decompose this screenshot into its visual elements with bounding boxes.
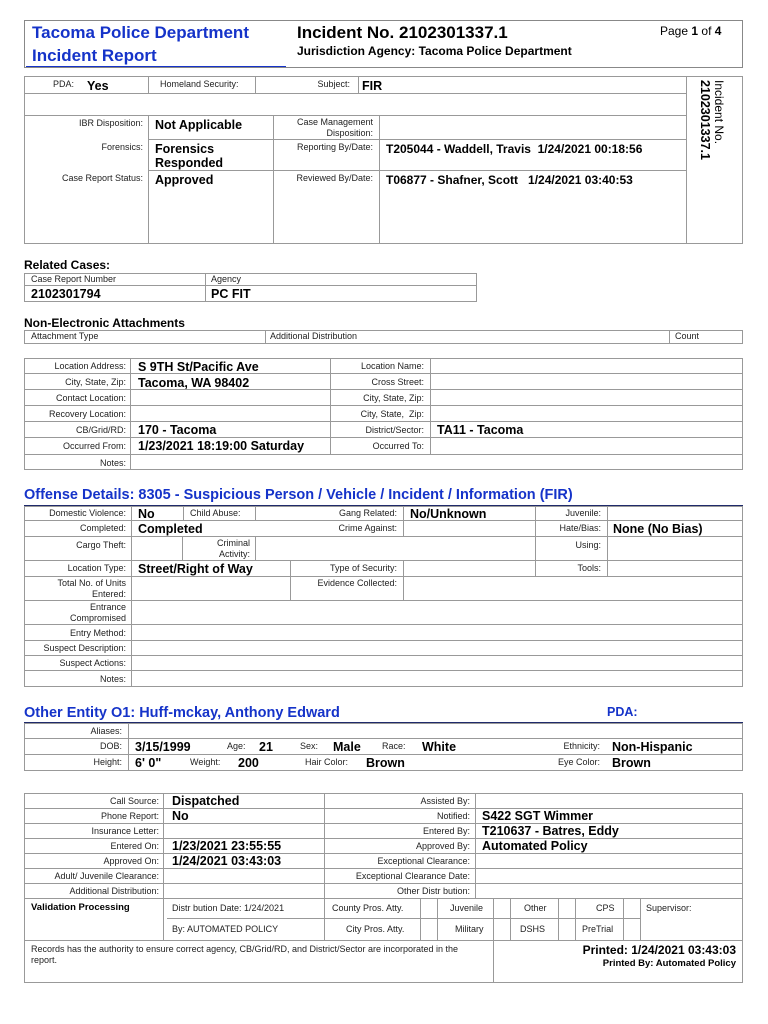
district-value: TA11 - Tacoma [437,423,524,437]
dv-value: No [138,507,155,521]
page-total: 4 [714,24,722,38]
dv-label: Domestic Violence: [49,508,126,518]
weight-value: 200 [238,756,259,770]
using-label: Using: [575,540,601,550]
supervisor-label: Supervisor: [646,903,692,913]
age-label: Age: [227,741,246,751]
juvenile-label: Juvenile: [565,508,601,518]
hair-value: Brown [366,756,405,770]
reviewed-label: Reviewed By/Date: [296,173,373,183]
attachments-col-dist: Additional Distribution [270,331,358,341]
exc-clearance-label: Exceptional Clearance: [377,856,470,866]
approved-by-value: Automated Policy [482,839,588,853]
printed-by: Printed By: Automated Policy [602,958,736,969]
loc-address-value: S 9TH St/Pacific Ave [138,360,259,374]
adult-juv-label: Adult/ Juvenile Clearance: [54,871,159,881]
reporting-label: Reporting By/Date: [296,142,373,152]
related-number: 2102301794 [31,287,101,301]
loc-notes-label: Notes: [99,458,126,468]
case-mgmt-label: Case Management Disposition: [296,117,373,138]
hair-label: Hair Color: [305,757,349,767]
city-pros: City Pros. Atty. [346,924,405,934]
age-value: 21 [259,740,273,754]
dshs-dist: DSHS [520,924,546,934]
crime-against-label: Crime Against: [338,523,397,533]
gang-value: No/Unknown [410,507,487,521]
reporting-value: T205044 - Waddell, Travis 1/24/2021 00:18:56 [386,142,643,156]
footer-note: Records has the authority to ensure correct agency, CB/Grid/RD, and District/Sector are incorporated in the report. [31,944,459,965]
entrance-label: Entrance Compromised [69,602,126,623]
attachments-col-type: Attachment Type [31,331,99,341]
aliases-label: Aliases: [90,726,122,736]
sex-label: Sex: [300,741,319,751]
ibr-value: Not Applicable [155,118,243,132]
height-label: Height: [93,757,122,767]
entered-by-value: T210637 - Batres, Eddy [482,824,619,838]
entered-on-label: Entered On: [110,841,159,851]
suspect-desc-label: Suspect Description: [43,643,126,653]
ethnicity-label: Ethnicity: [563,741,600,751]
entity-title: Other Entity O1: Huff-mckay, Anthony Edward [24,705,340,721]
entry-method-label: Entry Method: [69,628,126,638]
city3-label: City, State, Zip: [360,409,424,419]
ibr-label: IBR Disposition: [78,118,143,128]
exc-date-label: Exceptional Clearance Date: [355,871,470,881]
printed-date: Printed: 1/24/2021 03:43:03 [582,943,736,957]
security-label: Type of Security: [329,563,397,573]
side-incident-label: Incident No. [712,80,726,145]
other-dist-label: Other Distr bution: [396,886,470,896]
gang-label: Gang Related: [338,508,397,518]
loc-name-label: Location Name: [360,361,424,371]
approved-by-label: Approved By: [415,841,470,851]
top-info-box [24,76,743,244]
tools-label: Tools: [577,563,601,573]
phone-report-value: No [172,809,189,823]
jurisdiction: Jurisdiction Agency: Tacoma Police Department [297,44,572,58]
cross-street-label: Cross Street: [371,377,424,387]
county-pros: County Pros. Atty. [332,903,404,913]
contact-location-label: Contact Location: [55,393,126,403]
attachments-col-count: Count [675,331,700,341]
units-label: Total No. of Units Entered: [57,578,126,599]
validation-label: Validation Processing [31,902,130,913]
related-agency: PC FIT [211,287,251,301]
insurance-label: Insurance Letter: [91,826,159,836]
other-dist: Other [524,903,547,913]
loc-type-value: Street/Right of Way [138,562,253,576]
dob-label: DOB: [99,741,122,751]
suspect-actions-label: Suspect Actions: [59,658,126,668]
loc-address-label: Location Address: [54,361,126,371]
phone-report-label: Phone Report: [100,811,159,821]
report-type: Incident Report [32,46,157,65]
entity-pda-label: PDA: [607,705,638,719]
page-indicator [660,24,721,38]
subject-value: FIR [362,79,383,93]
homeland-label: Homeland Security: [160,79,239,89]
department-name: Tacoma Police Department [32,23,249,42]
race-label: Race: [382,741,406,751]
loc-city-value: Tacoma, WA 98402 [138,376,250,390]
evidence-label: Evidence Collected: [317,578,397,588]
completed-label: Completed: [79,523,126,533]
pda-label: PDA: [52,79,74,89]
city2-label: City, State, Zip: [363,393,424,403]
ethnicity-value: Non-Hispanic [612,740,693,754]
add-dist-label: Additional Distribution: [69,886,159,896]
side-incident-number: 2102301337.1 [698,80,712,160]
side-incident [690,80,738,240]
occ-from-value: 1/23/2021 18:19:00 Saturday [138,439,305,453]
race-value: White [422,740,457,754]
approved-on-value: 1/24/2021 03:43:03 [172,854,282,868]
criminal-label: Criminal Activity: [216,538,250,559]
dob-value: 3/15/1999 [135,740,191,754]
related-title: Related Cases: [24,258,111,272]
hate-value: None (No Bias) [613,522,703,536]
notified-label: Notified: [436,811,470,821]
subject-label: Subject: [317,79,350,89]
related-col-agency: Agency [211,274,242,284]
call-source-value: Dispatched [172,794,240,808]
status-label: Case Report Status: [61,173,143,183]
reviewed-value: T06877 - Shafner, Scott 1/24/2021 03:40:53 [386,173,633,187]
page-prefix: Page [660,24,689,38]
page-of: of [701,24,712,38]
entered-by-label: Entered By: [422,826,470,836]
incident-title: Incident No. 2102301337.1 [297,23,508,42]
offense-notes-label: Notes: [99,674,126,684]
attachments-table [24,330,743,344]
assisted-label: Assisted By: [420,796,470,806]
notified-value: S422 SGT Wimmer [482,809,594,823]
child-abuse-label: Child Abuse: [190,508,241,518]
offense-title: Offense Details: 8305 - Suspicious Person / Vehicle / Incident / Information (FIR) [24,487,573,503]
loc-city-label: City, State, Zip: [65,377,126,387]
completed-value: Completed [138,522,203,536]
eye-value: Brown [612,756,651,770]
pda-value: Yes [87,79,109,93]
grid-label: CB/Grid/RD: [75,425,126,435]
cps-dist: CPS [596,903,615,913]
status-value: Approved [155,173,214,187]
pretrial-dist: PreTrial [582,924,614,934]
sex-value: Male [333,740,361,754]
entered-on-value: 1/23/2021 23:55:55 [172,839,282,853]
grid-value: 170 - Tacoma [138,423,217,437]
header-underline [26,66,286,67]
military-dist: Military [455,924,484,934]
by-automated: By: AUTOMATED POLICY [172,924,279,934]
juvenile-dist: Juvenile [450,903,484,913]
page-current: 1 [691,24,699,38]
attachments-title: Non-Electronic Attachments [24,316,185,330]
recovery-location-label: Recovery Location: [48,409,126,419]
forensics-value: Forensics Responded [155,142,224,170]
eye-label: Eye Color: [557,757,600,767]
approved-on-label: Approved On: [103,856,159,866]
district-label: District/Sector: [365,425,424,435]
hate-label: Hate/Bias: [559,523,601,533]
dist-date: Distr bution Date: 1/24/2021 [172,903,285,913]
weight-label: Weight: [190,757,221,767]
occ-from-label: Occurred From: [62,441,126,451]
loc-type-label: Location Type: [67,563,126,573]
cargo-label: Cargo Theft: [76,540,126,550]
forensics-label: Forensics: [101,142,143,152]
related-col-number: Case Report Number [31,274,117,284]
height-value: 6' 0" [135,756,162,770]
call-source-label: Call Source: [109,796,159,806]
occ-to-label: Occurred To: [372,441,424,451]
